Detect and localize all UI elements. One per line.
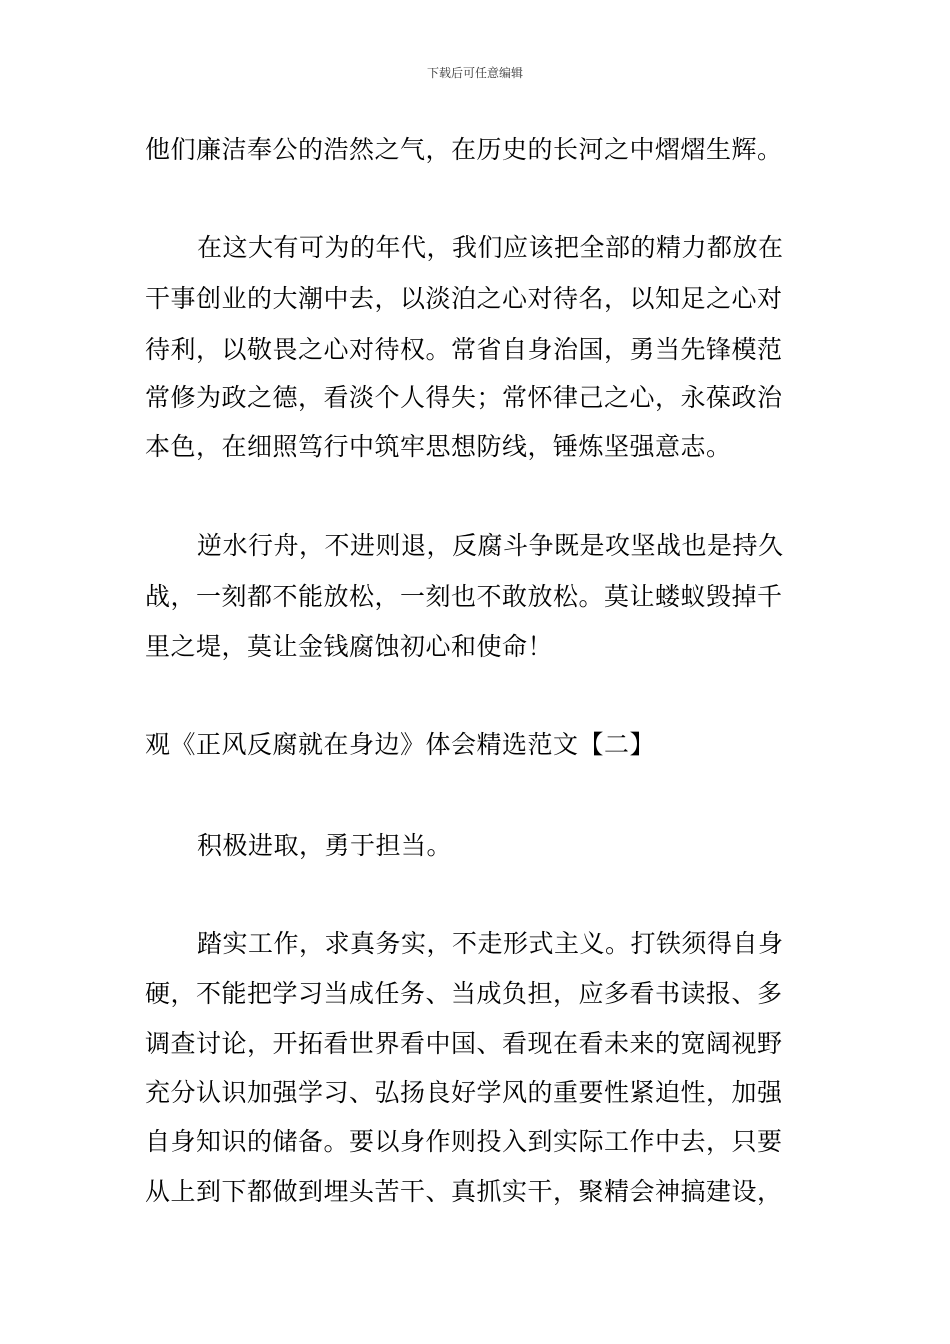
paragraph-line: 在这大有可为的年代，我们应该把全部的精力都放在 — [197, 233, 784, 262]
page-header: 下载后可任意编辑 — [426, 66, 523, 80]
paragraph-line: 战，一刻都不能放松，一刻也不敢放松。莫让蝼蚁毁掉千 — [145, 582, 783, 611]
paragraph-line: 逆水行舟，不进则退，反腐斗争既是攻坚战也是持久 — [197, 531, 784, 560]
section-heading: 观《正风反腐就在身边》体会精选范文【二】 — [145, 730, 656, 759]
paragraph-line: 干事创业的大潮中去，以淡泊之心对待名，以知足之心对 — [145, 284, 783, 313]
paragraph-line: 里之堤，莫让金钱腐蚀初心和使命！ — [145, 632, 554, 661]
paragraph-line: 充分认识加强学习、弘扬良好学风的重要性紧迫性，加强 — [145, 1078, 783, 1107]
paragraph-line: 本色，在细照笃行中筑牢思想防线，锤炼坚强意志。 — [145, 432, 732, 461]
paragraph-line: 调查讨论，开拓看世界看中国、看现在看未来的宽阔视野 — [145, 1029, 783, 1058]
paragraph-line: 自身知识的储备。要以身作则投入到实际工作中去，只要 — [145, 1127, 783, 1156]
paragraph-line: 积极进取，勇于担当。 — [197, 831, 453, 860]
paragraph-line: 从上到下都做到埋头苦干、真抓实干，聚精会神搞建设， — [145, 1177, 783, 1206]
paragraph-line: 常修为政之德，看淡个人得失；常怀律己之心，永葆政治 — [145, 383, 783, 412]
paragraph-line: 硬，不能把学习当成任务、当成负担，应多看书读报、多 — [145, 979, 783, 1008]
paragraph-line: 待利，以敬畏之心对待权。常省自身治国，勇当先锋模范 — [145, 335, 783, 364]
paragraph-line: 踏实工作，求真务实，不走形式主义。打铁须得自身 — [197, 929, 784, 958]
paragraph-line: 他们廉洁奉公的浩然之气，在历史的长河之中熠熠生辉。 — [145, 135, 783, 164]
